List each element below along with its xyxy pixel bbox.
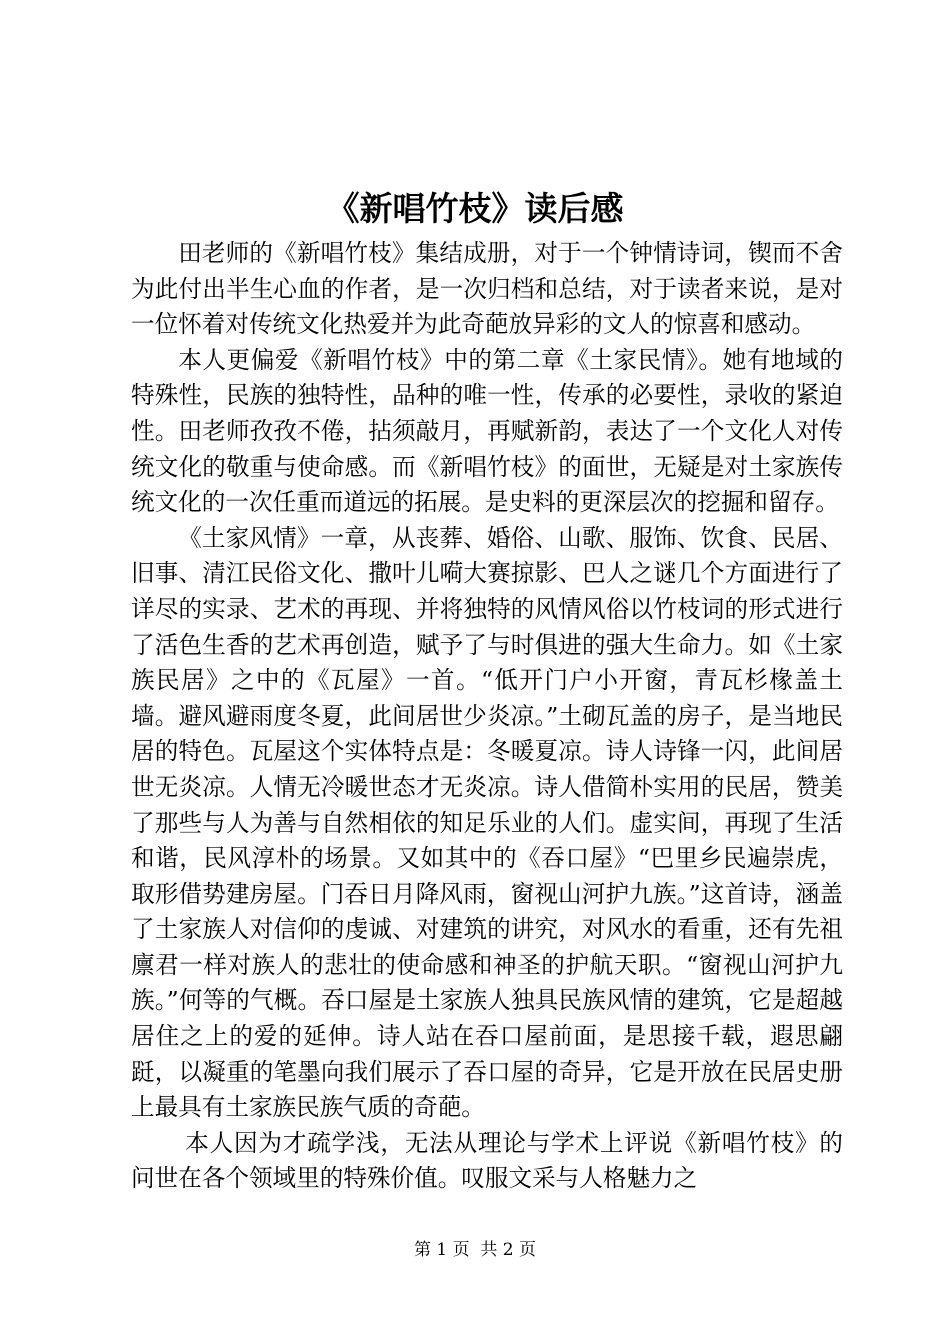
paragraph-4: 本人因为才疏学浅，无法从理论与学术上评说《新唱竹枝》的问世在各个领域里的特殊价值。叹服文采与人格魅力之	[131, 1128, 843, 1193]
document-body	[131, 236, 843, 1197]
paragraph-1: 田老师的《新唱竹枝》集结成册，对于一个钟情诗词，锲而不舍为此付出半生心血的作者，是一次归档和总结，对于读者来说，是对一位怀着对传统文化热爱并为此奇葩放异彩的文人的惊喜和感动。	[131, 239, 843, 339]
paragraph-3: 《土家风情》一章，从丧葬、婚俗、山歌、服饰、饮食、民居、旧事、清江民俗文化、撒叶儿嗬大赛掠影、巴人之谜几个方面进行了详尽的实录、艺术的再现、并将独特的风情风俗以竹枝词的形式进行了活色生香的艺术再创造，赋予了与时俱进的强大生命力。如《土家族民居》之中的《瓦屋》一首。“低开门户小开窗，青瓦杉椽盖土墙。避风避雨度冬夏，此间居世少炎凉。”土砌瓦盖的房子，是当地民居的特色。瓦屋这个实体特点是：冬暖夏凉。诗人诗锋一闪，此间居世无炎凉。人情无冷暖世态才无炎凉。诗人借简朴实用的民居，赞美了那些与人为善与自然相依的知足乐业的人们。虚实间，再现了生活和谐，民风淳朴的场景。又如其中的《吞口屋》“巴里乡民遍崇虎，取形借势建房屋。门吞日月降风雨，窗视山河护九族。”这首诗，涵盖了土家族人对信仰的虔诚、对建筑的讲究，对风水的看重，还有先祖廪君一样对族人的悲壮的使命感和神圣的护航天职。“窗视山河护九族。”何等的气概。吞口屋是土家族人独具民族风情的建筑，它是超越居住之上的爱的延伸。诗人站在吞口屋前面，是思接千载，遐思翩跹，以凝重的笔墨向我们展示了吞口屋的奇异，它是开放在民居史册上最具有土家族民族气质的奇葩。	[131, 523, 843, 1122]
page-footer	[0, 1238, 950, 1262]
page-number-label: 第 1 页 共 2 页	[413, 1240, 537, 1260]
paragraph-2: 本人更偏爱《新唱竹枝》中的第二章《土家民情》。她有地域的特殊性，民族的独特性，品种的唯一性，传承的必要性，录收的紧迫性。田老师孜孜不倦，拈须敲月，再赋新韵，表达了一个文化人对传统文化的敬重与使命感。而《新唱竹枝》的面世，无疑是对土家族传统文化的一次任重而道远的拓展。是史料的更深层次的挖掘和留存。	[131, 345, 843, 517]
document-title: 《新唱竹枝》读后感	[326, 189, 624, 228]
